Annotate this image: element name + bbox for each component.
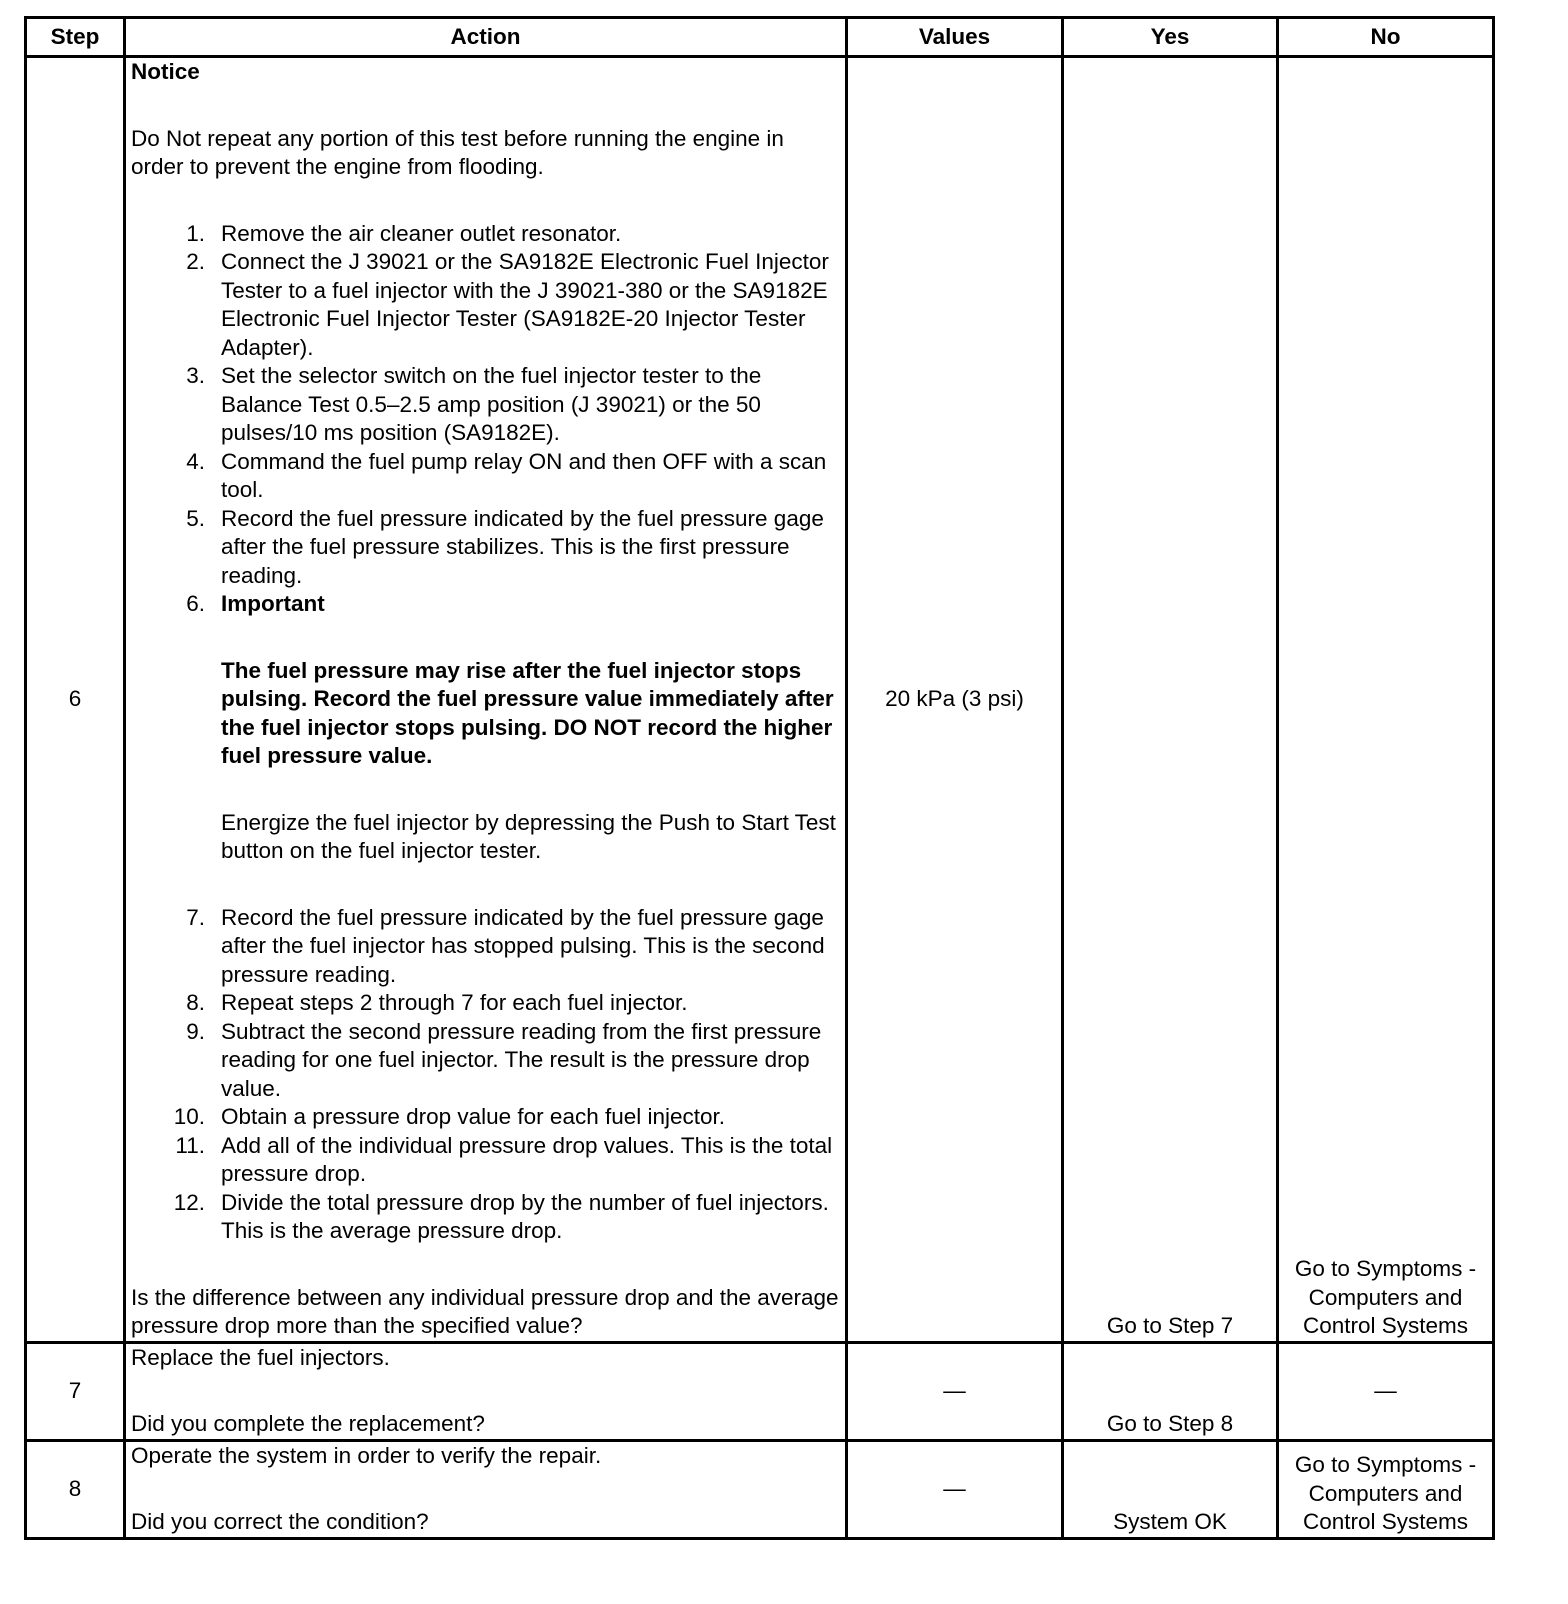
important-text: The fuel pressure may rise after the fuel injector stops pulsing. Record the fuel pressure value immediately after the fuel injector stops pulsing. DO NOT record the higher fuel pressure value. (221, 657, 834, 768)
question-text: Did you correct the condition? (131, 1509, 429, 1534)
no-cell: — (1278, 1342, 1494, 1440)
list-item: 5. Record the fuel pressure indicated by the fuel pressure gage after the fuel pressure stabilizes. This is the first pressure reading. (186, 505, 824, 588)
list-item: 2. Connect the J 39021 or the SA9182E Electronic Fuel Injector Tester to a fuel injector with the J 39021-380 or the SA9182E Electronic Fuel Injector Tester (SA9182E-20 Injector Tester Adapter). (186, 249, 829, 360)
list-item: 6. Important The fuel pressure may rise after the fuel injector stops pulsing. Record the fuel pressure value immediately after the fuel injector stops pulsing. DO NOT record the higher fuel pressure value. Energize the fuel injector by depressing the Push to Start Test button on the fuel injector tester. (131, 590, 840, 904)
list-item: 12. Divide the total pressure drop by the number of fuel injectors. This is the average pressure drop. (173, 1189, 829, 1243)
notice-title: Notice (131, 59, 200, 84)
step-number: 7 (26, 1342, 125, 1440)
table-row-step-8 (26, 1440, 1494, 1538)
question-text: Is the difference between any individual pressure drop and the average pressure drop more than the specified value? (131, 1284, 839, 1338)
list-item: 9. Subtract the second pressure reading from the first pressure reading for one fuel injector. The result is the pressure drop value. (186, 1018, 822, 1101)
important-action-text: Energize the fuel injector by depressing the Push to Start Test button on the fuel injector tester. (221, 809, 836, 863)
no-cell: Go to Symptoms - Computers and Control Systems (1278, 57, 1494, 1343)
notice-text: Do Not repeat any portion of this test before running the engine in order to prevent the engine from flooding. (131, 125, 784, 179)
action-text: Operate the system in order to verify the repair. (131, 1442, 602, 1468)
list-item: 4. Command the fuel pump relay ON and then OFF with a scan tool. (186, 448, 827, 502)
header-action: Action (125, 18, 847, 57)
procedure-list (131, 220, 840, 1246)
values-cell: — (847, 1440, 1063, 1538)
values-cell: 20 kPa (3 psi) (847, 57, 1063, 1343)
list-item: 7. Record the fuel pressure indicated by the fuel pressure gage after the fuel injector has stopped pulsing. This is the second pressure reading. (186, 904, 825, 987)
list-item: 1. Remove the air cleaner outlet resonator. (186, 220, 622, 246)
step-number: 8 (26, 1440, 125, 1538)
no-cell: Go to Symptoms - Computers and Control Systems (1278, 1440, 1494, 1538)
header-values: Values (847, 18, 1063, 57)
diagnostic-table (24, 16, 1495, 1540)
important-title: Important (221, 591, 325, 616)
values-cell: — (847, 1342, 1063, 1440)
header-row (26, 18, 1494, 57)
list-item: 11. Add all of the individual pressure drop values. This is the total pressure drop. (175, 1132, 833, 1186)
page (24, 16, 1495, 1540)
yes-cell: Go to Step 7 (1063, 57, 1278, 1343)
action-cell (125, 1342, 847, 1440)
step-number: 6 (26, 57, 125, 1343)
question-text: Did you complete the replacement? (131, 1411, 485, 1436)
table-row-step-7 (26, 1342, 1494, 1440)
header-no: No (1278, 18, 1494, 57)
list-item: 10. Obtain a pressure drop value for each fuel injector. (173, 1104, 726, 1129)
action-cell (125, 1440, 847, 1538)
action-cell (125, 57, 847, 1343)
header-yes: Yes (1063, 18, 1278, 57)
yes-cell: Go to Step 8 (1063, 1342, 1278, 1440)
action-text: Replace the fuel injectors. (131, 1344, 390, 1370)
header-step: Step (26, 18, 125, 57)
table-row-step-6 (26, 57, 1494, 1343)
yes-cell: System OK (1063, 1440, 1278, 1538)
list-item: 3. Set the selector switch on the fuel injector tester to the Balance Test 0.5–2.5 amp position (J 39021) or the 50 pulses/10 ms position (SA9182E). (186, 363, 762, 445)
list-item: 8. Repeat steps 2 through 7 for each fuel injector. (186, 990, 688, 1015)
